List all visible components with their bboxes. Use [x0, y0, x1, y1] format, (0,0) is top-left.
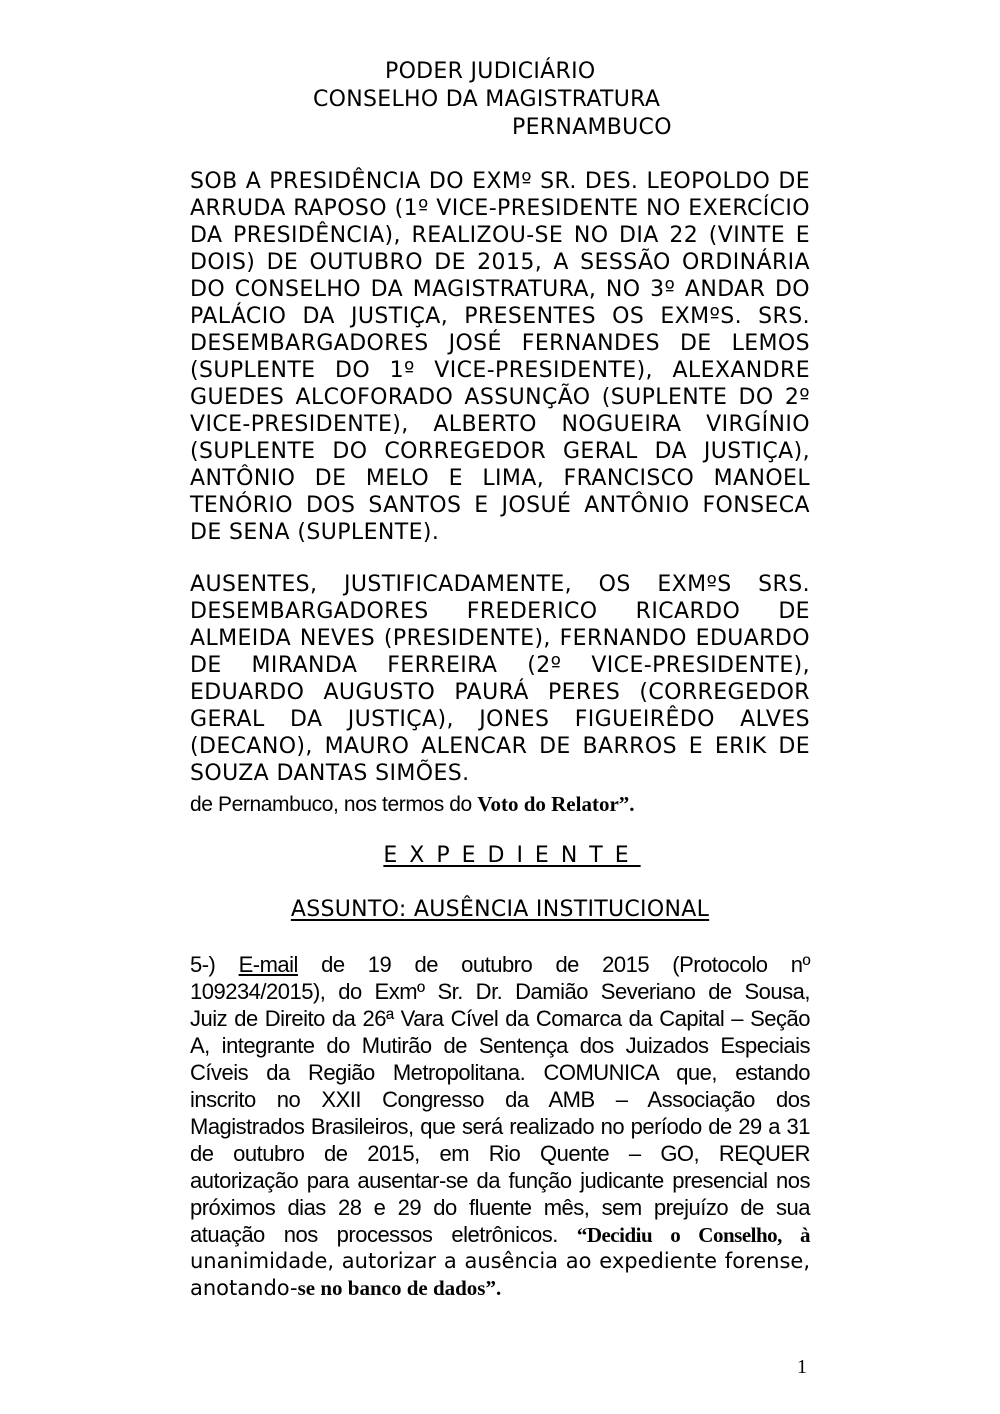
section-title: EXPEDIENTE	[383, 843, 641, 868]
item-line: autorização para ausentar-se da função judicante presencial nos	[190, 1168, 810, 1193]
item-line: Magistrados Brasileiros, que será realizado no período de 29 a 31	[190, 1114, 810, 1139]
subject-title: ASSUNTO: AUSÊNCIA INSTITUCIONAL	[290, 897, 710, 922]
header-line-3: PERNAMBUCO	[512, 115, 672, 140]
item-line: 109234/2015), do Exmº Sr. Dr. Damião Severiano de Sousa,	[190, 979, 810, 1004]
item-line: 5-) E-mail de 19 de outubro de 2015 (Protocolo nº	[190, 952, 810, 977]
continuation-line	[190, 791, 810, 818]
item-line: inscrito no XXII Congresso da AMB – Associação dos	[190, 1087, 810, 1112]
email-link[interactable]: E-mail	[238, 952, 298, 977]
item-number: 5-)	[190, 952, 216, 977]
item-line: de outubro de 2015, em Rio Quente – GO, REQUER	[190, 1141, 810, 1166]
item-line: atuação nos processos eletrônicos. “Decidiu o Conselho, à	[190, 1222, 810, 1247]
item-line: anotando-se no banco de dados”.	[190, 1276, 502, 1300]
page-number: 1	[797, 1356, 807, 1378]
item-paragraph	[190, 951, 810, 1302]
header-line-2: CONSELHO DA MAGISTRATURA	[313, 87, 661, 112]
item-line: unanimidade, autorizar a ausência ao expediente forense,	[190, 1249, 810, 1273]
item-line: A, integrante do Mutirão de Sentença dos Juizados Especiais	[190, 1033, 810, 1058]
item-line: Cíveis da Região Metropolitana. COMUNICA que, estando	[190, 1060, 810, 1085]
decision-bold-end: se no banco de dados”.	[297, 1276, 502, 1300]
item-line: próximos dias 28 e 29 do fluente mês, sem prejuízo de sua	[190, 1195, 810, 1220]
item-line: Juiz de Direito da 26ª Vara Cível da Comarca da Capital – Seção	[190, 1006, 810, 1031]
continuation-plain: de Pernambuco, nos termos do	[190, 793, 478, 816]
header-line-1: PODER JUDICIÁRIO	[385, 59, 596, 84]
absence-paragraph: AUSENTES, JUSTIFICADAMENTE, OS EXMºS SRS. DESEMBARGADORES FREDERICO RICARDO DE ALMEIDA NEVES (PRESIDENTE), FERNANDO EDUARDO DE MIRANDA FERREIRA (2º VICE-PRESIDENTE), EDUARDO AUGUSTO PAURÁ PERES (CORREGEDOR GERAL DA JUSTIÇA), JONES FIGUEIRÊDO ALVES (DECANO), MAURO ALENCAR DE BARROS E ERIK DE SOUZA DANTAS SIMÕES.	[190, 572, 810, 786]
presence-paragraph: SOB A PRESIDÊNCIA DO EXMº SR. DES. LEOPOLDO DE ARRUDA RAPOSO (1º VICE-PRESIDENTE NO EXERCÍCIO DA PRESIDÊNCIA), REALIZOU-SE NO DIA 22 (VINTE E DOIS) DE OUTUBRO DE 2015, A SESSÃO ORDINÁRIA DO CONSELHO DA MAGISTRATURA, NO 3º ANDAR DO PALÁCIO DA JUSTIÇA, PRESENTES OS EXMºS. SRS. DESEMBARGADORES JOSÉ FERNANDES DE LEMOS (SUPLENTE DO 1º VICE-PRESIDENTE), ALEXANDRE GUEDES ALCOFORADO ASSUNÇÃO (SUPLENTE DO 2º VICE-PRESIDENTE), ALBERTO NOGUEIRA VIRGÍNIO (SUPLENTE DO CORREGEDOR GERAL DA JUSTIÇA), ANTÔNIO DE MELO E LIMA, FRANCISCO MANOEL TENÓRIO DOS SANTOS E JOSUÉ ANTÔNIO FONSECA DE SENA (SUPLENTE).	[190, 169, 810, 545]
continuation-bold: Voto do Relator”.	[477, 792, 635, 816]
decision-bold-start: “Decidiu o Conselho, à	[576, 1223, 810, 1247]
